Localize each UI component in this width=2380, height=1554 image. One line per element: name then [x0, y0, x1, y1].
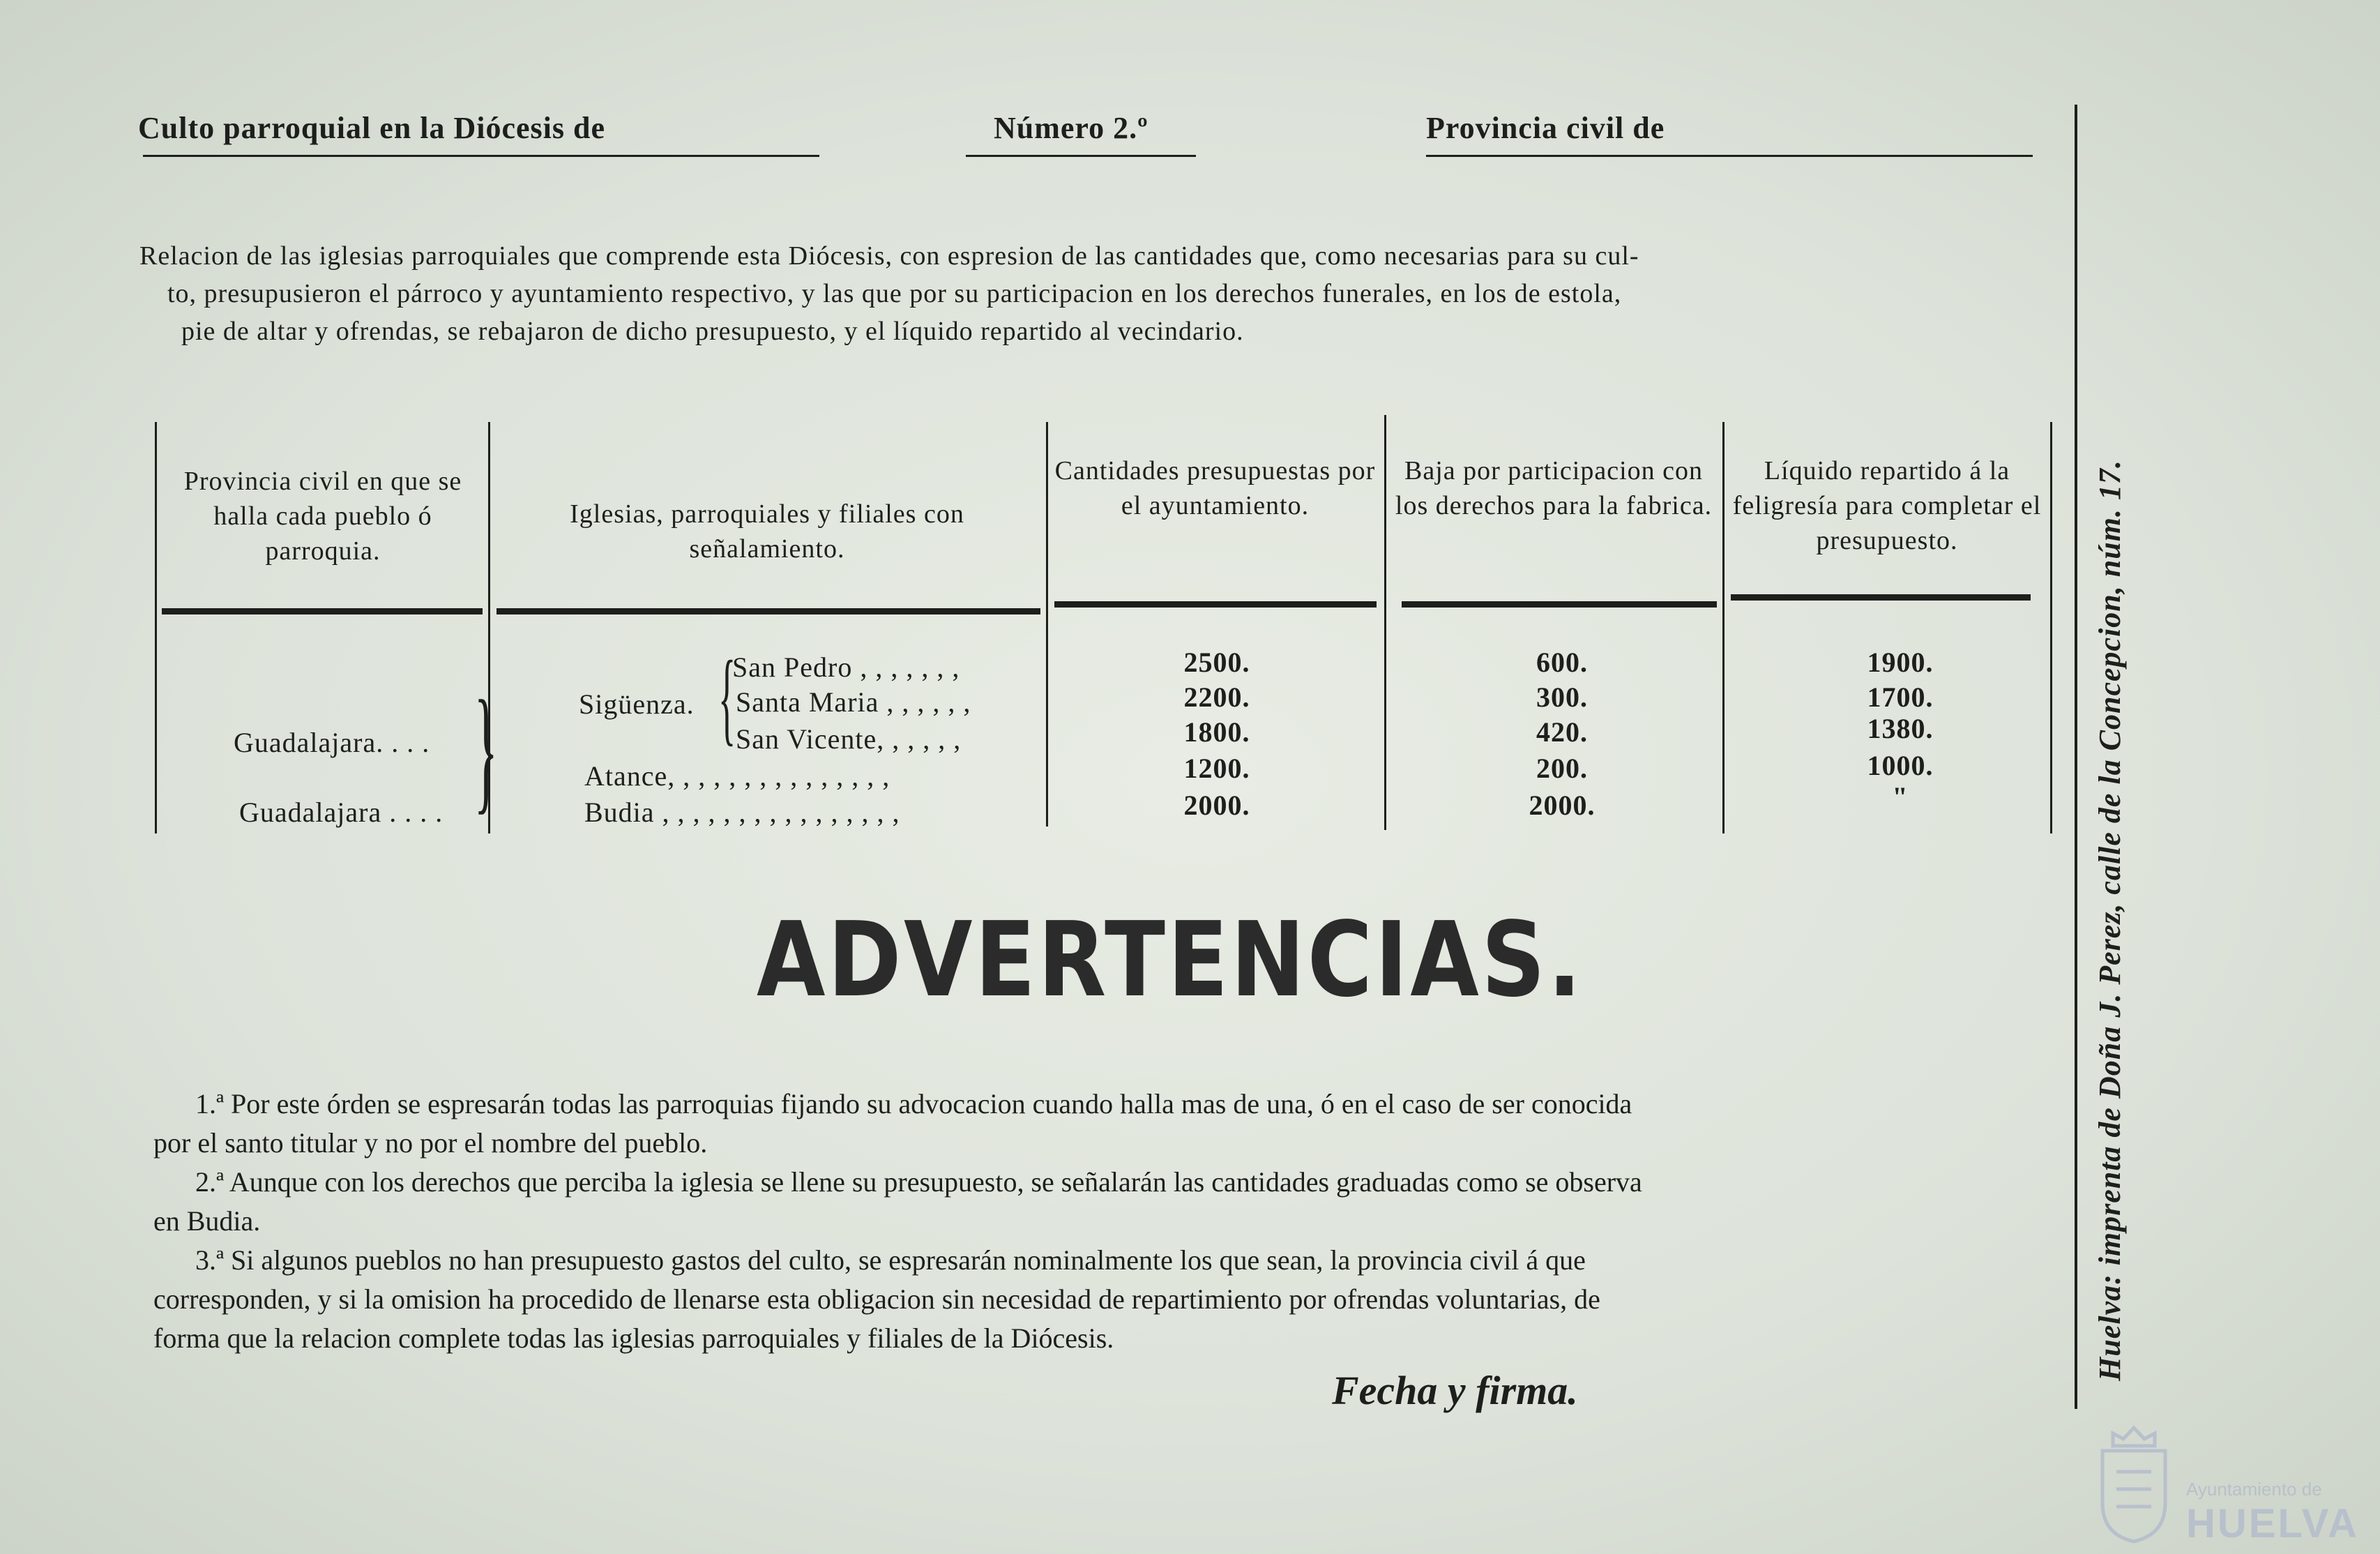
church-name: San Vicente, , , , , ,	[736, 723, 962, 755]
watermark-small: Ayuntamiento de	[2186, 1479, 2322, 1500]
note-1: 1.ª Por este órden se espresarán todas las parroquias fijando su advocacion cuando halla mas de una, ó en el caso de ser conocida	[195, 1088, 1632, 1119]
baja-value: 200.	[1536, 753, 1588, 784]
watermark	[2186, 1479, 2359, 1547]
header-right: Provincia civil de	[1426, 111, 1665, 145]
header-right-underline	[1426, 155, 2033, 157]
liquido-value: 1000.	[1867, 750, 1934, 781]
church-name: San Pedro , , , , , , ,	[732, 651, 960, 683]
province-brace: }	[474, 672, 498, 827]
note-2: 2.ª Aunque con los derechos que perciba la iglesia se llene su presupuesto, se señalarán las cantidades graduadas como se observa	[195, 1166, 1642, 1198]
header-presupuesto: Cantidades presupuestas por el ayuntamiento.	[1054, 456, 1376, 520]
intro-line-2: to, presupusieron el párroco y ayuntamiento respectivo, y las que por su participacion en los derechos funerales, en los de estola,	[167, 279, 1622, 308]
province-label: Guadalajara . . . .	[239, 797, 444, 828]
note-2-cont: en Budia.	[153, 1205, 261, 1237]
header-rule	[1054, 601, 1377, 608]
town-brace: {	[718, 640, 736, 755]
table-col-line	[2050, 422, 2052, 833]
city-shield-icon	[2092, 1419, 2176, 1545]
intro-line-3: pie de altar y ofrendas, se rebajaron de dicho presupuesto, y el líquido repartido al vecindario.	[181, 317, 1244, 346]
header-rule	[497, 608, 1040, 614]
notes-section	[153, 1085, 2050, 1358]
baja-value: 300.	[1536, 681, 1588, 713]
header-churches: Iglesias, parroquiales y filiales con señalamiento.	[570, 499, 964, 564]
church-name: Atance, , , , , , , , , , , , , , ,	[584, 760, 890, 792]
liquido-value: 1900.	[1867, 647, 1934, 678]
intro-line-1: Relacion de las iglesias parroquiales que comprende esta Diócesis, con espresion de las cantidades que, como necesarias para su cul-	[139, 241, 1639, 271]
advertencias-title: ADVERTENCIAS.	[757, 900, 1584, 1020]
signature-line: Fecha y firma.	[1332, 1368, 1578, 1413]
printer-imprint: Huelva: imprenta de Doña J. Perez, calle de la Concepcion, núm. 17.	[2093, 460, 2127, 1381]
note-3-cont: forma que la relacion complete todas las iglesias parroquiales y filiales de la Diócesis.	[153, 1322, 1114, 1354]
presupuesto-value: 2200.	[1183, 681, 1250, 713]
church-name: Santa Maria , , , , , ,	[736, 686, 971, 718]
header-rule	[1402, 601, 1717, 608]
province-label: Guadalajara. . . .	[234, 727, 430, 758]
watermark-big: HUELVA	[2186, 1501, 2359, 1546]
table-col-line	[1722, 422, 1725, 833]
presupuesto-value: 2500.	[1183, 647, 1250, 678]
presupuesto-value: 1200.	[1183, 753, 1250, 784]
table-col-line	[1384, 415, 1386, 830]
presupuesto-value: 1800.	[1183, 716, 1250, 748]
side-rule	[2075, 105, 2077, 1409]
header-center-underline	[966, 155, 1196, 157]
town-label: Sigüenza.	[579, 688, 695, 720]
note-3-cont: corresponden, y si la omision ha procedido de llenarse esta obligacion sin necesidad de repartimiento por ofrendas voluntarias, de	[153, 1283, 1600, 1315]
note-3: 3.ª Si algunos pueblos no han presupuesto gastos del culto, se espresarán nominalmente los que sean, la provincia civil á que	[195, 1244, 1586, 1276]
baja-value: 2000.	[1529, 790, 1595, 821]
note-1-cont: por el santo titular y no por el nombre del pueblo.	[153, 1127, 708, 1159]
table-col-line	[1046, 422, 1048, 827]
church-name: Budia , , , , , , , , , , , , , , , ,	[584, 797, 900, 828]
liquido-value: 1380.	[1867, 713, 1934, 744]
header-baja: Baja por participacion con los derechos para la fabrica.	[1395, 456, 1713, 520]
header-left-underline	[143, 155, 819, 157]
header-number: Número 2.º	[994, 111, 1149, 145]
header-rule	[162, 608, 483, 614]
liquido-value: 1700.	[1867, 681, 1934, 713]
liquido-value: "	[1892, 781, 1909, 813]
header-liquido: Líquido repartido á la feligresía para completar el presupuesto.	[1732, 456, 2042, 555]
intro-paragraph	[139, 237, 2071, 350]
header-left: Culto parroquial en la Diócesis de	[138, 111, 606, 145]
header-province: Provincia civil en que se halla cada pueblo ó parroquia.	[183, 467, 462, 566]
baja-value: 420.	[1536, 716, 1588, 748]
baja-value: 600.	[1536, 647, 1588, 678]
presupuesto-value: 2000.	[1183, 790, 1250, 821]
table-col-line	[155, 422, 157, 833]
header-rule	[1731, 594, 2031, 601]
